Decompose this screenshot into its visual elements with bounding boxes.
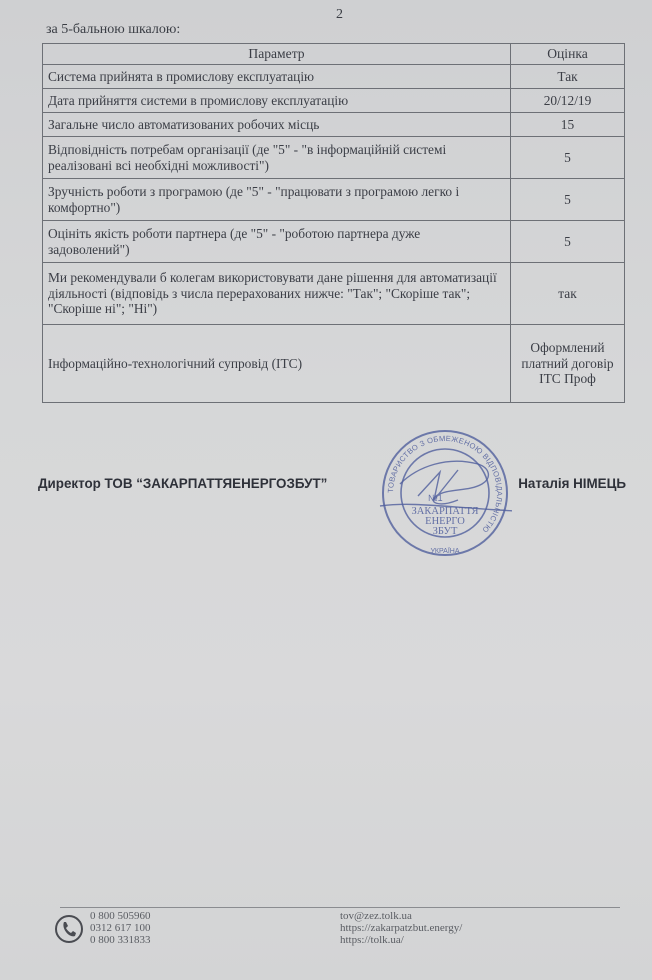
stamp-company-line: ЗБУТ xyxy=(432,526,458,537)
website-link[interactable]: https://tolk.ua/ xyxy=(340,934,404,946)
header-score: Оцінка xyxy=(511,44,625,65)
row-value: 5 xyxy=(511,221,625,263)
row-value: так xyxy=(511,263,625,325)
stamp-company-line: ЗАКАРПАТТЯ xyxy=(411,506,479,517)
row-param: Зручність роботи з програмою (де "5" - "працювати з програмою легко і комфортно") xyxy=(43,179,511,221)
table-row xyxy=(43,113,625,137)
page-number: 2 xyxy=(336,7,343,22)
phone-number: 0 800 505960 xyxy=(90,910,151,922)
row-param: Відповідність потребам організації (де "5" - "в інформаційній системі реалізовані всі необхідні можливості") xyxy=(43,137,511,179)
row-value: 20/12/19 xyxy=(511,89,625,113)
row-value: Оформлений платний договір ІТС Проф xyxy=(511,325,625,403)
company-stamp xyxy=(378,426,512,560)
stamp-ring-text: ТОВАРИСТВО З ОБМЕЖЕНОЮ ВІДПОВІДАЛЬНІСТЮ xyxy=(385,433,505,535)
contact-list xyxy=(340,910,462,946)
table-row xyxy=(43,263,625,325)
row-value: Так xyxy=(511,65,625,89)
table-row xyxy=(43,179,625,221)
row-param: Загальне число автоматизованих робочих місць xyxy=(43,113,511,137)
evaluation-table xyxy=(42,43,625,403)
table-row xyxy=(43,325,625,403)
row-param: Інформаційно-технологічний супровід (ІТС) xyxy=(43,325,511,403)
stamp-number: №1 xyxy=(428,493,443,503)
table-row xyxy=(43,89,625,113)
director-label: Директор ТОВ “ЗАКАРПАТТЯЕНЕРГОЗБУТ” xyxy=(38,476,328,491)
director-name: Наталія НІМЕЦЬ xyxy=(518,476,626,491)
header-parameter: Параметр xyxy=(43,44,511,65)
phone-list xyxy=(90,910,151,946)
footer-divider xyxy=(60,907,620,908)
row-param: Система прийнята в промислову експлуатацію xyxy=(43,65,511,89)
table-row xyxy=(43,65,625,89)
row-value: 5 xyxy=(511,179,625,221)
row-param: Ми рекомендували б колегам використовувати дане рішення для автоматизації діяльності (відповідь з числа перерахованих нижче: "Так"; "Скоріше так"; "Скоріше ні"; "Ні") xyxy=(43,263,511,325)
footer xyxy=(54,910,624,955)
stamp-company-line: ЕНЕРГО xyxy=(425,516,465,527)
row-param: Дата прийняття системи в промислову експлуатацію xyxy=(43,89,511,113)
stamp-country: УКРАЇНА xyxy=(430,548,460,555)
intro-text: за 5-бальною шкалою: xyxy=(46,22,181,37)
phone-number: 0 800 331833 xyxy=(90,934,151,946)
table-header-row xyxy=(43,44,625,65)
email-link[interactable]: tov@zez.tolk.ua xyxy=(340,910,412,922)
row-value: 5 xyxy=(511,137,625,179)
table-row xyxy=(43,137,625,179)
phone-icon xyxy=(54,914,84,944)
row-value: 15 xyxy=(511,113,625,137)
website-link[interactable]: https://zakarpatzbut.energy/ xyxy=(340,922,463,934)
row-param: Оцініть якість роботи партнера (де "5" - "роботою партнера дуже задоволений") xyxy=(43,221,511,263)
table-row xyxy=(43,221,625,263)
phone-number: 0312 617 100 xyxy=(90,922,151,934)
